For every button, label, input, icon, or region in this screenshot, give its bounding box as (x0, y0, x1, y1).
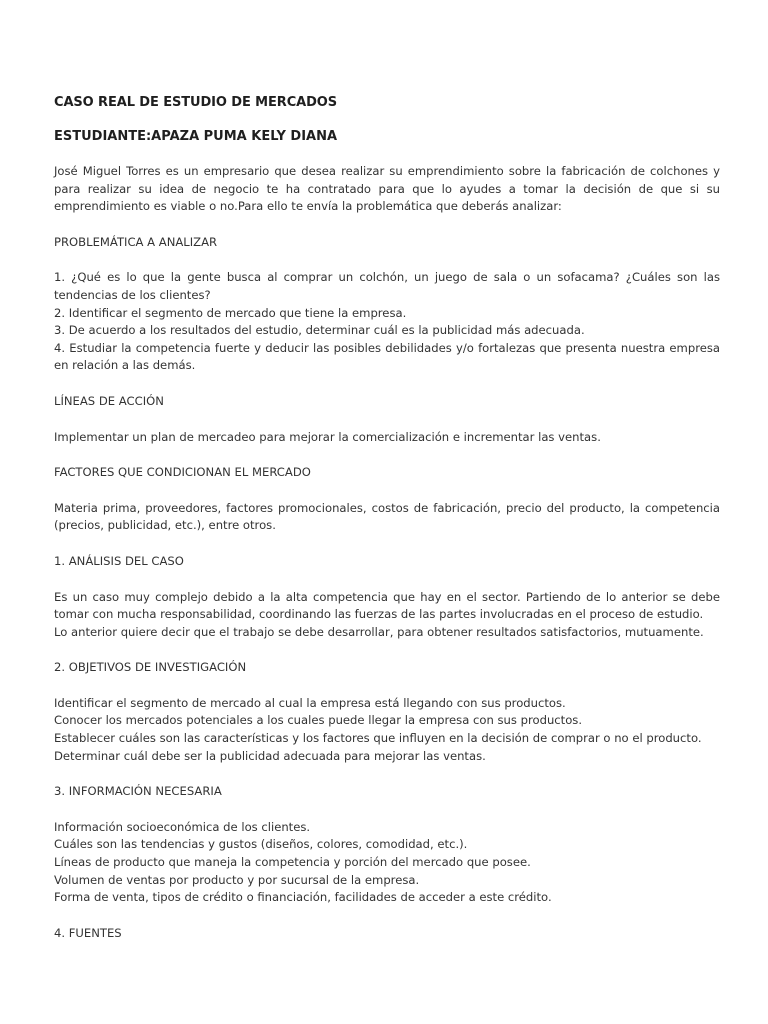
section-heading-informacion: 3. INFORMACIÓN NECESARIA (54, 784, 222, 799)
list-item: Volumen de ventas por producto y por sucursal de la empresa. (54, 872, 420, 887)
list-item: Determinar cuál debe ser la publicidad adecuada para mejorar las ventas. (54, 748, 486, 763)
paragraph-line: Materia prima, proveedores, factores promocionales, costos de fabricación, precio del producto, la competencia (precios, publicidad, etc.), entre otros. (54, 500, 720, 533)
paragraph-line: Es un caso muy complejo debido a la alta competencia que hay en el sector. Partiendo de lo anterior se debe tomar con mucha responsabilidad, coordinando las fuerzas de las partes involucradas en el proceso de estudio. (54, 589, 720, 622)
section-body-analisis (54, 589, 720, 642)
section-heading-factores: FACTORES QUE CONDICIONAN EL MERCADO (54, 465, 311, 480)
paragraph-line: Implementar un plan de mercadeo para mejorar la comercialización e incrementar las ventas. (54, 429, 601, 444)
section-body-problematica (54, 269, 720, 375)
list-item: Forma de venta, tipos de crédito o financiación, facilidades de acceder a este crédito. (54, 890, 552, 905)
section-heading-objetivos: 2. OBJETIVOS DE INVESTIGACIÓN (54, 660, 247, 675)
list-item: Líneas de producto que maneja la competencia y porción del mercado que posee. (54, 855, 531, 870)
section-body-lineas-de-accion (54, 429, 720, 447)
list-item: Conocer los mercados potenciales a los cuales puede llegar la empresa con sus productos. (54, 713, 583, 728)
student-name: ESTUDIANTE:APAZA PUMA KELY DIANA (54, 129, 338, 144)
section-heading-fuentes: 4. FUENTES (54, 925, 122, 940)
intro-paragraph: José Miguel Torres es un empresario que desea realizar su emprendimiento sobre la fabricación de colchones y para realizar su idea de negocio te ha contratado para que lo ayudes a tomar la decisión de que si su emprendimiento es viable o no.Para ello te envía la problemática que deberás analizar: (54, 164, 720, 214)
list-item: Cuáles son las tendencias y gustos (diseños, colores, comodidad, etc.). (54, 837, 468, 852)
list-item: Identificar el segmento de mercado al cual la empresa está llegando con sus productos. (54, 695, 566, 710)
list-item: 3. De acuerdo a los resultados del estudio, determinar cuál es la publicidad más adecuada. (54, 323, 585, 338)
section-body-informacion (54, 819, 720, 907)
document-page (54, 94, 720, 960)
paragraph-line: Lo anterior quiere decir que el trabajo se debe desarrollar, para obtener resultados satisfactorios, mutuamente. (54, 624, 704, 639)
section-body-objetivos (54, 695, 720, 765)
list-item: 2. Identificar el segmento de mercado que tiene la empresa. (54, 305, 407, 320)
document-title: CASO REAL DE ESTUDIO DE MERCADOS (54, 95, 338, 110)
section-heading-problematica: PROBLEMÁTICA A ANALIZAR (54, 234, 218, 249)
list-item: 4. Estudiar la competencia fuerte y deducir las posibles debilidades y/o fortalezas que presenta nuestra empresa en relación a las demás. (54, 340, 720, 373)
list-item: Establecer cuáles son las características y los factores que influyen en la decisión de comprar o no el producto. (54, 731, 702, 746)
list-item: 1. ¿Qué es lo que la gente busca al comprar un colchón, un juego de sala o un sofacama? ¿Cuáles son las tendencias de los clientes? (54, 270, 720, 302)
section-heading-analisis: 1. ANÁLISIS DEL CASO (54, 553, 184, 568)
section-body-factores (54, 500, 720, 535)
list-item: Información socioeconómica de los clientes. (54, 819, 311, 834)
section-heading-lineas-de-accion: LÍNEAS DE ACCIÓN (54, 393, 164, 408)
